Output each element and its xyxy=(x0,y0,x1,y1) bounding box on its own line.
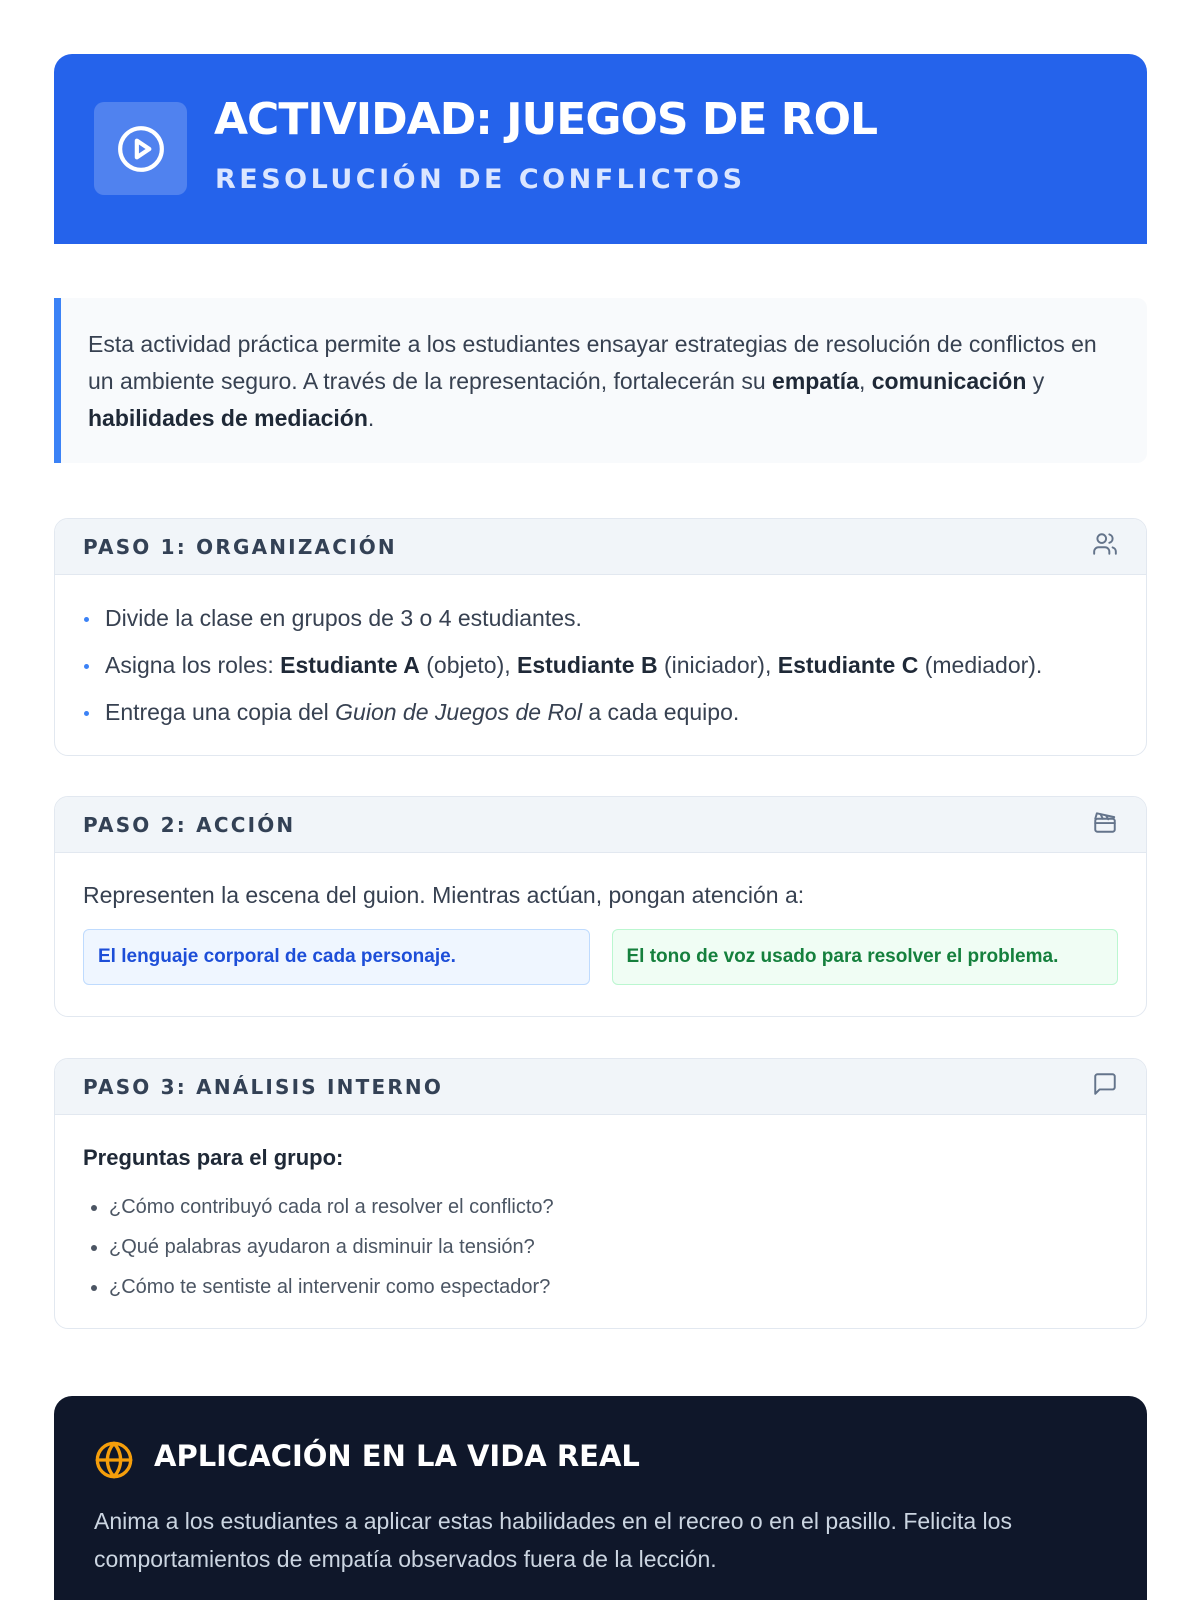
questions-title: Preguntas para el grupo: xyxy=(83,1145,344,1170)
step-3-card xyxy=(54,1058,1147,1329)
users-icon xyxy=(1092,531,1118,562)
list-item-text: a cada equipo. xyxy=(581,699,740,725)
page-title: ACTIVIDAD: JUEGOS DE ROL xyxy=(214,94,878,145)
step-2-title: PASO 2: ACCIÓN xyxy=(83,812,296,837)
script-title: Guion de Juegos de Rol xyxy=(335,699,582,725)
questions-list xyxy=(83,1187,1118,1307)
globe-icon xyxy=(94,1440,134,1485)
role-b-desc: (iniciador), xyxy=(657,652,778,678)
list-item-text: Asigna los roles: xyxy=(105,652,281,678)
step-1-title: PASO 1: ORGANIZACIÓN xyxy=(83,534,397,559)
focus-body-language: El lenguaje corporal de cada personaje. xyxy=(83,929,590,985)
intro-text: Esta actividad práctica permite a los estudiantes ensayar estrategias de resolución de conflictos en un ambiente seguro. A través de la representación, fortalecerán su xyxy=(88,331,1097,394)
intro-bold-communication: comunicación xyxy=(871,368,1027,394)
page-subtitle: RESOLUCIÓN DE CONFLICTOS xyxy=(215,164,746,195)
step-1-list xyxy=(83,595,1118,736)
intro-separator: y xyxy=(1026,368,1045,394)
step-3-title: PASO 3: ANÁLISIS INTERNO xyxy=(83,1074,444,1099)
list-item xyxy=(83,689,1118,736)
focus-points xyxy=(83,929,1118,985)
intro-bold-mediation: habilidades de mediación xyxy=(88,405,368,431)
role-c: Estudiante C xyxy=(777,652,919,678)
role-a: Estudiante A xyxy=(280,652,420,678)
intro-callout xyxy=(54,298,1147,463)
focus-tone-of-voice: El tono de voz usado para resolver el problema. xyxy=(612,929,1119,985)
role-a-desc: (objeto), xyxy=(419,652,518,678)
step-2-card xyxy=(54,796,1147,1017)
list-item-text: Entrega una copia del xyxy=(105,699,336,725)
step-1-card xyxy=(54,518,1147,756)
message-square-icon xyxy=(1092,1071,1118,1102)
step-3-header xyxy=(55,1059,1146,1115)
clapperboard-icon xyxy=(1092,809,1118,840)
activity-header xyxy=(54,54,1147,244)
play-circle-icon xyxy=(94,102,187,195)
step-2-intro: Representen la escena del guion. Mientras actúan, pongan atención a: xyxy=(83,882,805,908)
intro-separator: , xyxy=(858,368,872,394)
real-life-section xyxy=(54,1396,1147,1600)
role-b: Estudiante B xyxy=(517,652,658,678)
real-life-title: APLICACIÓN EN LA VIDA REAL xyxy=(154,1439,640,1473)
step-2-header xyxy=(55,797,1146,853)
role-c-desc: (mediador). xyxy=(918,652,1043,678)
question-item: • ¿Cómo te sentiste al intervenir como espectador? xyxy=(109,1267,1118,1307)
list-item xyxy=(83,642,1118,689)
real-life-text: Anima a los estudiantes a aplicar estas habilidades en el recreo o en el pasillo. Felicita los comportamientos de empatía observados fuera de la lección. xyxy=(94,1508,1012,1572)
step-1-header xyxy=(55,519,1146,575)
list-item xyxy=(83,595,1118,642)
list-item-text: Divide la clase en grupos de 3 o 4 estudiantes. xyxy=(105,605,582,631)
intro-end: . xyxy=(367,405,375,431)
intro-bold-empathy: empatía xyxy=(772,368,859,394)
question-item: • ¿Qué palabras ayudaron a disminuir la tensión? xyxy=(109,1227,1118,1267)
question-item: • ¿Cómo contribuyó cada rol a resolver el conflicto? xyxy=(109,1187,1118,1227)
